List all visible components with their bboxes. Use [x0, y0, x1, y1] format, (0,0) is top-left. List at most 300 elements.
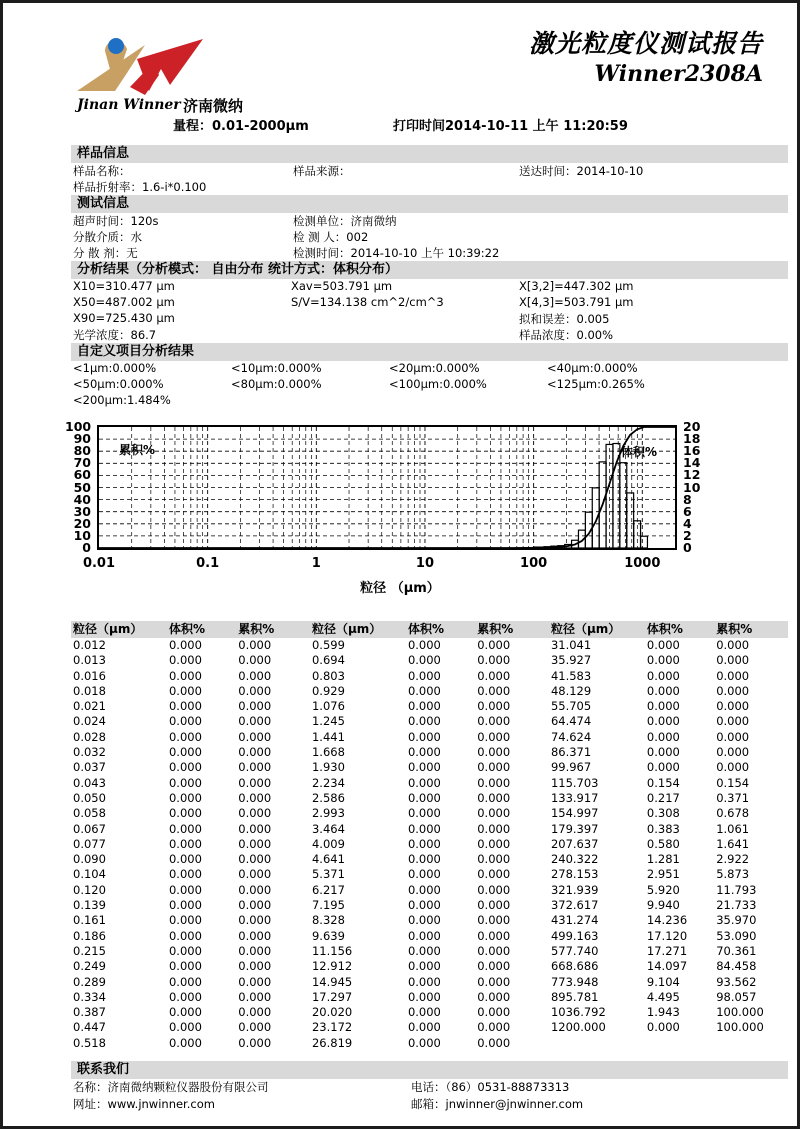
field-optical-concentration: 光学浓度：86.7: [73, 328, 157, 342]
cell-volume: 0.000: [168, 821, 202, 836]
field-test-unit: 检测单位：济南微纳: [293, 214, 397, 228]
cell-cumulative: 0.000: [238, 913, 272, 928]
sample-info-row: [71, 163, 788, 179]
custom-item: <100μm:0.000%: [389, 377, 487, 391]
cell-cumulative: 0.000: [477, 882, 511, 897]
table-row: [310, 638, 549, 653]
cell-volume: 0.000: [168, 1035, 202, 1050]
cell-volume: 0.000: [646, 1020, 680, 1035]
table-row: [310, 714, 549, 729]
table-row: [71, 653, 310, 668]
table-row: [549, 684, 788, 699]
cell-volume: 0.000: [407, 821, 441, 836]
cell-cumulative: 0.000: [716, 714, 750, 729]
field-x32: X[3,2]=447.302 μm: [519, 279, 634, 293]
cell-diameter: 2.586: [311, 790, 345, 805]
chart-plot-area: [97, 425, 677, 550]
table-row: [310, 745, 549, 760]
analysis-row: [71, 295, 788, 311]
cell-diameter: 99.967: [550, 760, 592, 775]
custom-item: <1μm:0.000%: [73, 361, 157, 375]
x-tick: 1000: [624, 556, 661, 571]
section-title-test-info: 测试信息: [71, 195, 788, 213]
cell-cumulative: 0.000: [477, 867, 511, 882]
cell-volume: 4.495: [646, 989, 680, 1004]
table-row: [310, 1020, 549, 1035]
cell-diameter: 668.686: [550, 959, 599, 974]
cell-volume: 0.000: [646, 760, 680, 775]
table-row: [549, 944, 788, 959]
cell-cumulative: 0.000: [238, 745, 272, 760]
table-column-group-1: [71, 621, 310, 1051]
field-website[interactable]: 网址：www.jnwinner.com: [73, 1097, 215, 1112]
cell-volume: 0.000: [168, 1005, 202, 1020]
cell-cumulative: 0.000: [238, 867, 272, 882]
table-header-cumulative: 累积%: [477, 622, 514, 636]
table-row: [549, 837, 788, 852]
contact-fields: [71, 1079, 788, 1113]
cell-diameter: 1200.000: [550, 1020, 606, 1035]
report-header: [3, 3, 797, 115]
cell-cumulative: 100.000: [716, 1020, 764, 1035]
custom-item: <125μm:0.265%: [547, 377, 645, 391]
cell-volume: 0.000: [407, 729, 441, 744]
cell-diameter: 321.939: [550, 882, 599, 897]
cell-volume: 0.154: [646, 775, 680, 790]
custom-items-fields: [71, 361, 788, 409]
table-row: [71, 669, 310, 684]
cell-diameter: 0.139: [73, 898, 106, 913]
cell-volume: 0.000: [407, 668, 441, 683]
report-title-en: Winner2308A: [594, 60, 763, 87]
cell-diameter: 9.639: [311, 928, 345, 943]
field-phone: 电话：（86）0531-88873313: [411, 1080, 570, 1095]
table-row: [71, 898, 310, 913]
cell-cumulative: 84.458: [716, 959, 757, 974]
cell-diameter: 0.599: [311, 638, 345, 652]
cell-diameter: 2.234: [311, 775, 345, 790]
cell-diameter: 0.050: [73, 790, 106, 805]
table-row: [71, 1005, 310, 1020]
y-tick-right: 2: [683, 527, 692, 543]
table-row: [71, 837, 310, 852]
chart-legend-volume: 体积%: [621, 445, 658, 459]
cell-volume: 0.000: [168, 760, 202, 775]
cell-cumulative: 1.061: [716, 821, 750, 836]
field-xav: Xav=503.791 μm: [291, 279, 393, 293]
table-row: [310, 653, 549, 668]
table-row: [549, 699, 788, 714]
cell-volume: 0.000: [168, 653, 202, 668]
cell-cumulative: 0.000: [238, 943, 272, 958]
cell-diameter: 1.441: [311, 729, 345, 744]
cell-volume: 0.000: [407, 867, 441, 882]
cell-diameter: 5.371: [311, 867, 345, 882]
cell-volume: 0.000: [646, 683, 680, 698]
cell-cumulative: 0.000: [716, 638, 750, 652]
table-row: [310, 730, 549, 745]
y-tick-right: 16: [683, 443, 701, 459]
y-tick-left: 10: [73, 527, 91, 543]
cell-cumulative: 0.000: [477, 653, 511, 668]
cell-volume: 0.000: [407, 699, 441, 714]
field-email[interactable]: 邮箱：jnwinner@jnwinner.com: [411, 1097, 584, 1112]
y-tick-right: 10: [683, 479, 701, 495]
cell-diameter: 0.012: [73, 638, 106, 652]
report-title-cn: 激光粒度仪测试报告: [528, 29, 763, 58]
table-row: [310, 760, 549, 775]
field-x10: X10=310.477 μm: [73, 279, 175, 293]
subheader: [3, 115, 797, 145]
table-row: [549, 867, 788, 882]
table-row: [310, 806, 549, 821]
cell-diameter: 0.161: [73, 913, 106, 928]
cell-diameter: 0.090: [73, 852, 106, 867]
y-tick-left: 80: [73, 443, 91, 459]
cell-volume: 0.000: [646, 745, 680, 760]
section-title-analysis: 分析结果（分析模式： 自由分布 统计方式：体积分布）: [71, 261, 788, 279]
cell-volume: 0.000: [407, 653, 441, 668]
cell-volume: 0.000: [168, 852, 202, 867]
cell-volume: 0.000: [646, 668, 680, 683]
table-row: [71, 944, 310, 959]
y-tick-right: 6: [683, 503, 692, 519]
cell-diameter: 3.464: [311, 821, 345, 836]
cell-cumulative: 21.733: [716, 898, 757, 913]
cell-diameter: 55.705: [550, 699, 592, 714]
cell-diameter: 577.740: [550, 943, 599, 958]
cell-diameter: 133.917: [550, 790, 599, 805]
analysis-fields: [71, 279, 788, 343]
cell-volume: 0.000: [168, 683, 202, 698]
cell-volume: 5.920: [646, 882, 680, 897]
x-tick: 100: [520, 556, 548, 571]
y-tick-left: 70: [73, 455, 91, 471]
cell-diameter: 0.024: [73, 714, 106, 729]
cell-volume: 0.000: [168, 836, 202, 851]
cell-volume: 0.000: [168, 729, 202, 744]
cell-volume: 0.000: [407, 974, 441, 989]
cell-cumulative: 0.154: [716, 775, 750, 790]
table-header-volume: 体积%: [646, 622, 683, 636]
y-tick-left: 90: [73, 431, 91, 447]
cell-diameter: 48.129: [550, 683, 592, 698]
cell-diameter: 0.104: [73, 867, 106, 882]
table-row: [549, 990, 788, 1005]
cell-volume: 0.000: [407, 959, 441, 974]
cell-cumulative: 0.000: [238, 852, 272, 867]
cell-cumulative: 0.000: [238, 836, 272, 851]
cell-volume: 9.940: [646, 898, 680, 913]
custom-item: <200μm:1.484%: [73, 393, 171, 407]
cell-cumulative: 35.970: [716, 913, 757, 928]
field-sv: S/V=134.138 cm^2/cm^3: [291, 295, 444, 309]
field-sample-concentration: 样品浓度：0.00%: [519, 328, 614, 342]
table-row: [71, 822, 310, 837]
cell-diameter: 6.217: [311, 882, 345, 897]
cell-cumulative: 0.000: [477, 943, 511, 958]
cell-cumulative: 0.000: [477, 699, 511, 714]
cell-diameter: 895.781: [550, 989, 599, 1004]
table-row: [71, 684, 310, 699]
cell-volume: 0.000: [407, 836, 441, 851]
cell-diameter: 31.041: [550, 638, 592, 652]
cell-cumulative: 0.000: [477, 745, 511, 760]
cell-volume: 0.217: [646, 790, 680, 805]
table-header-diameter: 粒径（μm）: [311, 622, 382, 636]
field-sample-name: 样品名称：: [73, 164, 131, 178]
cell-volume: 0.308: [646, 806, 680, 821]
cell-cumulative: 93.562: [716, 974, 757, 989]
cell-volume: 9.104: [646, 974, 680, 989]
cell-diameter: 278.153: [550, 867, 599, 882]
cell-cumulative: 0.000: [238, 683, 272, 698]
cell-volume: 0.000: [407, 638, 441, 652]
field-tester: 检 测 人：002: [293, 230, 369, 244]
cell-cumulative: 0.000: [238, 959, 272, 974]
cell-diameter: 1.245: [311, 714, 345, 729]
table-row: [549, 806, 788, 821]
table-row: [71, 730, 310, 745]
cell-volume: 0.000: [168, 974, 202, 989]
cell-volume: 0.000: [407, 790, 441, 805]
cell-cumulative: 0.000: [238, 668, 272, 683]
sample-info-row: [71, 179, 788, 195]
table-row: [549, 822, 788, 837]
field-test-time: 检测时间：2014-10-10 上午 10:39:22: [293, 246, 500, 260]
report-body: [3, 3, 797, 1126]
company-logo: [75, 29, 260, 119]
cell-diameter: 1036.792: [550, 1005, 606, 1020]
table-row: [71, 959, 310, 974]
cell-volume: 0.000: [407, 1035, 441, 1050]
y-tick-left: 30: [73, 503, 91, 519]
cell-volume: 0.000: [646, 729, 680, 744]
cell-volume: 0.000: [168, 638, 202, 652]
y-tick-left: 0: [82, 540, 91, 555]
y-tick-left: 100: [65, 419, 92, 434]
table-row: [310, 776, 549, 791]
cell-diameter: 0.186: [73, 928, 106, 943]
cell-volume: 0.000: [168, 790, 202, 805]
custom-item: <40μm:0.000%: [547, 361, 638, 375]
table-row: [71, 990, 310, 1005]
cell-volume: 17.120: [646, 928, 688, 943]
cell-cumulative: 11.793: [716, 882, 757, 897]
cell-cumulative: 0.000: [477, 683, 511, 698]
cell-diameter: 0.077: [73, 836, 106, 851]
cell-diameter: 0.249: [73, 959, 106, 974]
cell-volume: 0.000: [168, 959, 202, 974]
table-row: [310, 837, 549, 852]
section-title-contact: 联系我们: [71, 1061, 788, 1079]
field-x43: X[4,3]=503.791 μm: [519, 295, 634, 309]
cell-cumulative: 0.000: [716, 653, 750, 668]
y-tick-right: 12: [683, 467, 701, 483]
table-row: [310, 975, 549, 990]
cell-cumulative: 2.922: [716, 852, 750, 867]
table-header-diameter: 粒径（μm）: [73, 622, 143, 636]
table-row: [71, 852, 310, 867]
cell-cumulative: 0.000: [238, 653, 272, 668]
cell-cumulative: 0.000: [238, 638, 272, 652]
cell-cumulative: 0.000: [238, 806, 272, 821]
cell-volume: 0.000: [168, 898, 202, 913]
cell-cumulative: 70.361: [716, 943, 757, 958]
cell-cumulative: 0.000: [477, 806, 511, 821]
cell-volume: 0.000: [407, 913, 441, 928]
table-header-volume: 体积%: [407, 622, 444, 636]
section-title-custom-items: 自定义项目分析结果: [71, 343, 788, 361]
cell-cumulative: 0.000: [238, 699, 272, 714]
cell-diameter: 179.397: [550, 821, 599, 836]
cell-cumulative: 0.000: [238, 1020, 272, 1035]
cell-volume: 0.000: [407, 745, 441, 760]
cell-diameter: 207.637: [550, 836, 599, 851]
cell-diameter: 0.016: [73, 668, 106, 683]
cell-diameter: 0.694: [311, 653, 345, 668]
contact-row: [71, 1096, 788, 1113]
cell-cumulative: 0.000: [477, 959, 511, 974]
cell-diameter: 41.583: [550, 668, 592, 683]
table-row: [71, 975, 310, 990]
table-column-group-2: [310, 621, 549, 1051]
cell-cumulative: 0.000: [477, 1020, 511, 1035]
cell-diameter: 0.215: [73, 943, 106, 958]
field-x50: X50=487.002 μm: [73, 295, 175, 309]
table-row: [310, 883, 549, 898]
field-sample-source: 样品来源：: [293, 164, 351, 178]
table-row: [549, 852, 788, 867]
table-row: [71, 1020, 310, 1035]
custom-items-row: [71, 361, 788, 377]
cell-diameter: 11.156: [311, 943, 353, 958]
cell-volume: 0.000: [646, 699, 680, 714]
cell-diameter: 372.617: [550, 898, 599, 913]
table-header-volume: 体积%: [168, 622, 205, 636]
x-tick: 0.01: [82, 556, 116, 571]
y-tick-right: 20: [683, 419, 701, 434]
chart-x-axis-title: 粒径 （μm）: [360, 581, 440, 596]
cell-cumulative: 0.000: [238, 821, 272, 836]
cell-volume: 0.000: [168, 1020, 202, 1035]
cell-cumulative: 0.000: [238, 714, 272, 729]
y-tick-left: 50: [73, 479, 91, 495]
cell-volume: 0.000: [646, 714, 680, 729]
report-title-block: [529, 29, 763, 87]
cell-diameter: 0.929: [311, 683, 345, 698]
cell-volume: 0.000: [168, 699, 202, 714]
y-tick-right: 18: [683, 431, 701, 447]
cell-volume: 0.000: [407, 928, 441, 943]
cell-cumulative: 0.000: [716, 745, 750, 760]
field-x90: X90=725.430 μm: [73, 311, 175, 325]
table-header-diameter: 粒径（μm）: [550, 622, 621, 636]
field-fit-error: 拟和误差：0.005: [519, 312, 610, 326]
table-row: [549, 929, 788, 944]
cell-volume: 0.000: [168, 989, 202, 1004]
test-info-row: [71, 245, 788, 261]
cell-cumulative: 0.000: [477, 1005, 511, 1020]
cell-cumulative: 0.000: [716, 760, 750, 775]
table-row: [71, 791, 310, 806]
distribution-chart: [3, 417, 797, 607]
cell-diameter: 773.948: [550, 974, 599, 989]
cell-diameter: 0.067: [73, 821, 106, 836]
cell-diameter: 14.945: [311, 974, 353, 989]
cell-diameter: 0.028: [73, 729, 106, 744]
analysis-row: [71, 311, 788, 327]
cell-cumulative: 0.000: [477, 928, 511, 943]
table-row: [71, 806, 310, 821]
table-row: [71, 760, 310, 775]
cell-diameter: 23.172: [311, 1020, 353, 1035]
table-row: [71, 867, 310, 882]
cell-diameter: 0.037: [73, 760, 106, 775]
cell-volume: 1.943: [646, 1005, 680, 1020]
y-tick-left: 60: [73, 467, 91, 483]
x-tick: 10: [415, 556, 435, 571]
cell-diameter: 86.371: [550, 745, 592, 760]
cell-cumulative: 0.000: [477, 714, 511, 729]
y-tick-left: 20: [73, 515, 91, 531]
table-header-row: [71, 621, 310, 638]
table-row: [71, 745, 310, 760]
table-row: [310, 990, 549, 1005]
cell-cumulative: 0.000: [477, 1035, 511, 1050]
table-row: [549, 913, 788, 928]
table-row: [549, 1020, 788, 1035]
table-row: [549, 975, 788, 990]
x-tick: 1: [311, 556, 321, 571]
y-tick-right: 4: [683, 515, 692, 531]
cell-cumulative: 0.000: [238, 1005, 272, 1020]
table-row: [549, 745, 788, 760]
cell-diameter: 0.032: [73, 745, 106, 760]
cell-cumulative: 0.000: [238, 882, 272, 897]
y-tick-right: 14: [683, 455, 701, 471]
table-row: [310, 791, 549, 806]
cell-diameter: 0.803: [311, 668, 345, 683]
custom-items-row: [71, 393, 788, 409]
table-row: [71, 714, 310, 729]
table-row: [310, 867, 549, 882]
x-tick: 0.1: [196, 556, 220, 571]
cell-diameter: 154.997: [550, 806, 599, 821]
cell-cumulative: 100.000: [716, 1005, 764, 1020]
table-row: [310, 913, 549, 928]
cell-cumulative: 0.678: [716, 806, 750, 821]
table-row: [71, 913, 310, 928]
table-row: [310, 929, 549, 944]
table-row: [310, 944, 549, 959]
table-header-cumulative: 累积%: [716, 622, 753, 636]
winner-logo-icon: [75, 29, 225, 99]
cell-volume: 0.000: [168, 668, 202, 683]
cell-volume: 0.000: [407, 882, 441, 897]
analysis-row: [71, 327, 788, 343]
cell-volume: 0.000: [407, 714, 441, 729]
table-header-cumulative: 累积%: [238, 622, 275, 636]
table-row: [310, 959, 549, 974]
cell-volume: 2.951: [646, 867, 680, 882]
cell-diameter: 0.058: [73, 806, 106, 821]
cell-cumulative: 0.000: [477, 638, 511, 652]
measurement-range: 量程：0.01-2000μm: [173, 119, 309, 134]
cell-diameter: 4.641: [311, 852, 345, 867]
test-info-row: [71, 229, 788, 245]
distribution-data-table: [71, 621, 788, 1051]
